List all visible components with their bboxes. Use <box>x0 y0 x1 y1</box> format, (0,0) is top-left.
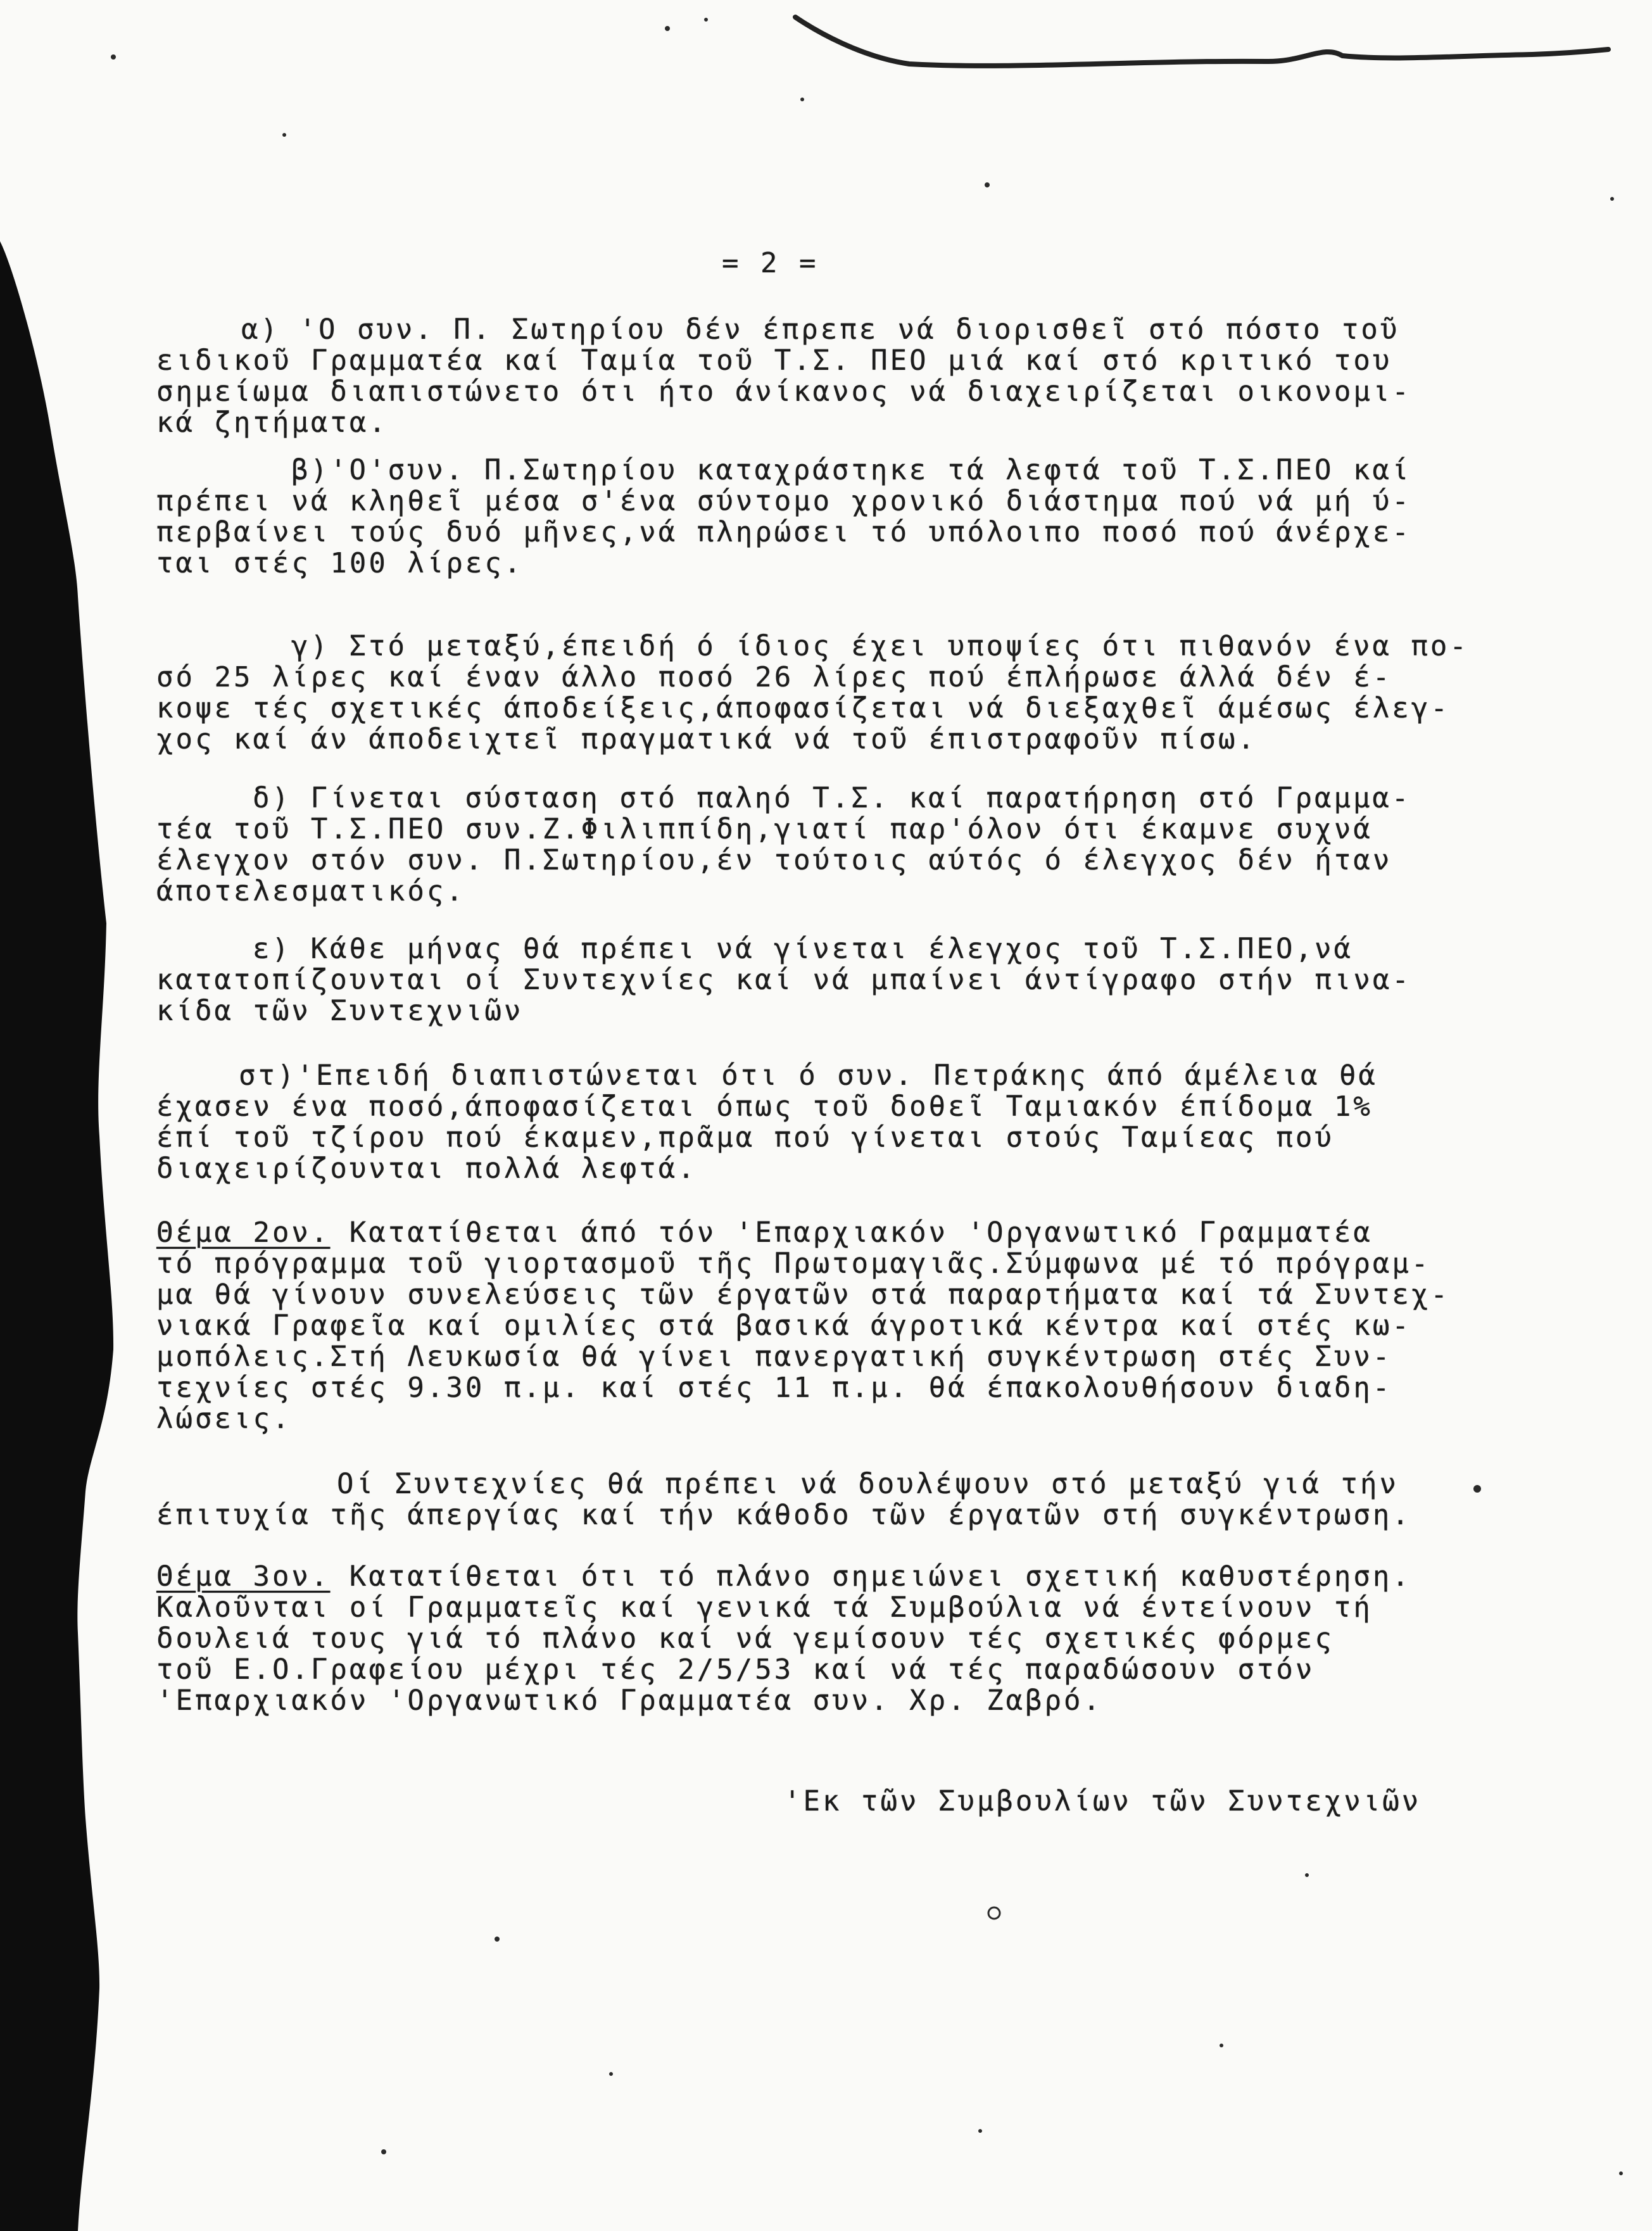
text-line: τό πρόγραμμα τοῦ γιορτασμοῦ τῆς Πρωτομαγιᾶς.Σύμφωνα μέ τό πρόγραμ- <box>156 1248 1431 1280</box>
text-line: μοπόλεις.Στή Λευκωσία θά γίνει πανεργατική συγκέντρωση στές Συν- <box>156 1341 1392 1373</box>
text-line: Κατατίθεται ότι τό πλάνο σημειώνει σχετική καθυστέρηση. <box>349 1560 1411 1593</box>
text-line: λώσεις. <box>156 1403 292 1435</box>
text-line: διαχειρίζουνται πολλά λεφτά. <box>156 1153 697 1185</box>
text-line: τέα τοῦ Τ.Σ.ΠΕΟ συν.Ζ.Φιλιππίδη,γιατί παρ'όλον ότι έκαμνε συχνά <box>156 813 1373 845</box>
pen-stroke <box>795 17 1608 66</box>
scan-edge-shadow <box>0 241 113 2231</box>
text-line: τεχνίες στές 9.30 π.μ. καί στές 11 π.μ. θά έπακολουθήσουν διαδη- <box>156 1372 1392 1404</box>
topic-3 <box>156 1561 1581 1716</box>
point-c <box>156 631 1581 755</box>
text-line: δουλειά τους γιά τό πλάνο καί νά γεμίσουν τές σχετικές φόρμες <box>156 1622 1334 1655</box>
point-e <box>156 933 1581 1027</box>
text-line: χος καί άν άποδειχτεῖ πραγματικά νά τοῦ έπιστραφοῦν πίσω. <box>156 723 1257 755</box>
text-line: έπί τοῦ τζίρου πού έκαμεν,πρᾶμα πού γίνεται στούς Ταμίεας πού <box>156 1122 1334 1154</box>
text-line: Καλοῦνται οί Γραμματεῖς καί γενικά τά Συμβούλια νά έντείνουν τή <box>156 1591 1373 1624</box>
text-line: τοῦ Ε.Ο.Γραφείου μέχρι τές 2/5/53 καί νά τές παραδώσουν στόν <box>156 1653 1315 1686</box>
point-b <box>156 455 1581 579</box>
text-line: έχασεν ένα ποσό,άποφασίζεται όπως τοῦ δοθεῖ Ταμιακόν έπίδομα 1% <box>156 1090 1373 1123</box>
point-d <box>156 783 1581 907</box>
text-line: άποτελεσματικός. <box>156 875 465 907</box>
text-line: σό 25 λίρες καί έναν άλλο ποσό 26 λίρες πού έπλήρωσε άλλά δέν έ- <box>156 661 1392 693</box>
text-line: πρέπει νά κληθεῖ μέσα σ'ένα σύντομο χρονικό διάστημα πού νά μή ύ- <box>156 485 1411 517</box>
point-st <box>156 1060 1581 1184</box>
text-line: ται στές 100 λίρες. <box>156 547 524 579</box>
text-line: δ) Γίνεται σύσταση στό παληό Τ.Σ. καί παρατήρηση στό Γραμμα- <box>253 782 1411 814</box>
text-line: κατατοπίζουνται οί Συντεχνίες καί νά μπαίνει άντίγραφο στήν πινα- <box>156 964 1411 996</box>
text-line: σημείωμα διαπιστώνετο ότι ήτο άνίκανος νά διαχειρίζεται οικονομι- <box>156 376 1411 408</box>
text-line: γ) Στό μεταξύ,έπειδή ό ίδιος έχει υποψίες ότι πιθανόν ένα πο- <box>291 630 1469 662</box>
text-line: ε) Κάθε μήνας θά πρέπει νά γίνεται έλεγχος τοῦ Τ.Σ.ΠΕΟ,νά <box>253 933 1353 965</box>
signature <box>784 1786 1544 1817</box>
text-line: μα θά γίνουν συνελεύσεις τῶν έργατῶν στά παραρτήματα καί τά Συντεχ- <box>156 1279 1450 1311</box>
topic-heading: Θέμα 3ον. <box>156 1560 331 1593</box>
text-line: έλεγχον στόν συν. Π.Σωτηρίου,έν τούτοις αύτός ό έλεγχος δέν ήταν <box>156 844 1392 876</box>
topic-2-note <box>156 1469 1581 1531</box>
text-line: έπιτυχία τῆς άπεργίας καί τήν κάθοδο τῶν έργατῶν στή συγκέντρωση. <box>156 1499 1411 1531</box>
text-line: ειδικοῦ Γραμματέα καί Ταμία τοῦ Τ.Σ. ΠΕΟ μιά καί στό κριτικό του <box>156 344 1392 377</box>
point-a <box>156 314 1581 438</box>
text-line: στ)'Επειδή διαπιστώνεται ότι ό συν. Πετράκης άπό άμέλεια θά <box>239 1059 1378 1092</box>
page-number <box>722 248 975 279</box>
page-number-text: = 2 = <box>722 247 819 279</box>
text-line: Κατατίθεται άπό τόν 'Επαρχιακόν 'Οργανωτικό Γραμματέα <box>349 1217 1373 1249</box>
topic-2 <box>156 1217 1581 1434</box>
text-line: κοψε τές σχετικές άποδείξεις,άποφασίζεται νά διεξαχθεῖ άμέσως έλεγ- <box>156 692 1450 724</box>
text-line: Οί Συντεχνίες θά πρέπει νά δουλέψουν στό μεταξύ γιά τήν <box>337 1468 1399 1500</box>
topic-heading: Θέμα 2ον. <box>156 1217 331 1249</box>
text-line: 'Επαρχιακόν 'Οργανωτικό Γραμματέα συν. Χρ. Ζαβρό. <box>156 1684 1103 1717</box>
signature-text: 'Εκ τῶν Συμβουλίων τῶν Συντεχνιῶν <box>784 1785 1422 1817</box>
text-line: α) 'Ο συν. Π. Σωτηρίου δέν έπρεπε νά διορισθεῖ στό πόστο τοῦ <box>241 313 1400 346</box>
text-line: β)'Ο'συν. Π.Σωτηρίου καταχράστηκε τά λεφτά τοῦ Τ.Σ.ΠΕΟ καί <box>291 454 1411 486</box>
text-line: περβαίνει τούς δυό μῆνες,νά πληρώσει τό υπόλοιπο ποσό πού άνέρχε- <box>156 516 1411 548</box>
text-line: κίδα τῶν Συντεχνιῶν <box>156 995 524 1027</box>
text-line: κά ζητήματα. <box>156 407 388 439</box>
text-line: νιακά Γραφεῖα καί ομιλίες στά βασικά άγροτικά κέντρα καί στές κω- <box>156 1310 1411 1342</box>
